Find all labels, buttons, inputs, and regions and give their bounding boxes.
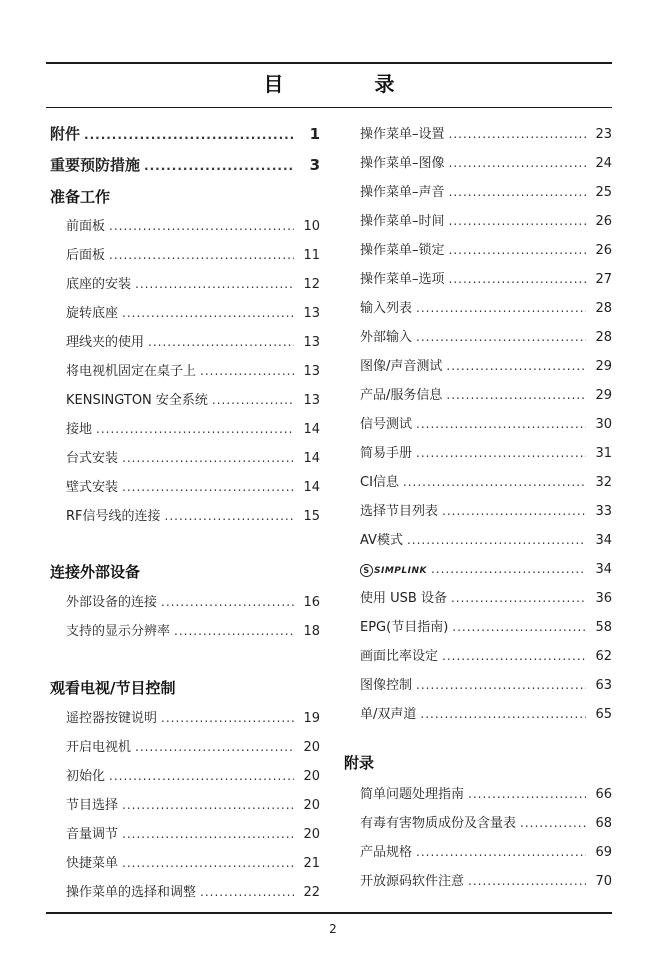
- leader-dots: [416, 842, 586, 862]
- leader-dots: [468, 784, 586, 804]
- toc-entry[interactable]: 操作菜单–设置 ..... 23: [360, 124, 612, 144]
- leader-dots: [416, 443, 586, 463]
- toc-entry[interactable]: 遥控器按键说明 ..... 19: [66, 708, 320, 728]
- leader-dots: [449, 240, 586, 260]
- leader-dots: [451, 588, 586, 608]
- toc-entry[interactable]: 操作菜单–声音 ..... 25: [360, 182, 612, 202]
- toc-entry[interactable]: 操作菜单–时间 ..... 26: [360, 211, 612, 231]
- leader-dots: [122, 795, 294, 815]
- toc-entry[interactable]: 后面板 ..... 11: [66, 245, 320, 265]
- toc-entry[interactable]: 音量调节 ..... 20: [66, 824, 320, 844]
- toc-entry[interactable]: 信号测试 ..... 30: [360, 414, 612, 434]
- page-title: 目 录: [263, 72, 437, 96]
- toc-entry[interactable]: 外部输入 ..... 28: [360, 327, 612, 347]
- toc-entry[interactable]: 图像/声音测试 ..... 29: [360, 356, 612, 376]
- leader-dots: [449, 211, 586, 231]
- leader-dots: [452, 617, 586, 637]
- leader-dots: [165, 506, 294, 526]
- leader-dots: [161, 708, 294, 728]
- toc-entry[interactable]: 产品/服务信息 ..... 29: [360, 385, 612, 405]
- leader-dots: [449, 269, 586, 289]
- leader-dots: [431, 559, 586, 579]
- leader-dots: [109, 245, 294, 265]
- leader-dots: [148, 332, 294, 352]
- section-heading-appendix: 附录: [344, 754, 375, 772]
- toc-entry[interactable]: 接地 ..... 14: [66, 419, 320, 439]
- leader-dots: [161, 592, 294, 612]
- toc-entry[interactable]: 有毒有害物质成份及含量表 ..... 68: [360, 813, 612, 833]
- leader-dots: [442, 501, 586, 521]
- toc-entry[interactable]: 画面比率设定 ..... 62: [360, 646, 612, 666]
- leader-dots: [403, 472, 586, 492]
- page-number: 2: [329, 922, 337, 936]
- toc-entry[interactable]: 壁式安装 ..... 14: [66, 477, 320, 497]
- leader-dots: [416, 327, 586, 347]
- leader-dots: [109, 216, 294, 236]
- top-rule: [46, 62, 612, 64]
- leader-dots: [416, 414, 586, 434]
- leader-dots: [442, 646, 586, 666]
- toc-entry[interactable]: 简单问题处理指南 ..... 66: [360, 784, 612, 804]
- leader-dots: [109, 766, 294, 786]
- leader-dots: [135, 737, 294, 757]
- leader-dots: [212, 390, 294, 410]
- toc-entry[interactable]: EPG(节目指南) ..... 58: [360, 617, 612, 637]
- leader-dots: [84, 125, 294, 145]
- leader-dots: [122, 303, 294, 323]
- toc-entry-safety[interactable]: 重要预防措施 ..... 3: [50, 155, 320, 175]
- toc-entry[interactable]: CI信息 ..... 32: [360, 472, 612, 492]
- leader-dots: [420, 704, 586, 724]
- toc-entry[interactable]: 操作菜单的选择和调整 ..... 22: [66, 882, 320, 902]
- toc-entry[interactable]: 选择节目列表 ..... 33: [360, 501, 612, 521]
- toc-entry[interactable]: 底座的安装 ..... 12: [66, 274, 320, 294]
- toc-entry[interactable]: 产品规格 ..... 69: [360, 842, 612, 862]
- toc-entry[interactable]: 开放源码软件注意 ..... 70: [360, 871, 612, 891]
- toc-entry[interactable]: 支持的显示分辨率 ..... 18: [66, 621, 320, 641]
- toc-entry-simplink[interactable]: S SIMPLINK ..... 34: [360, 559, 612, 579]
- leader-dots: [407, 530, 586, 550]
- toc-entry[interactable]: 外部设备的连接 ..... 16: [66, 592, 320, 612]
- toc-entry[interactable]: 将电视机固定在桌子上 ..... 13: [66, 361, 320, 381]
- section-heading-preparation: 准备工作: [50, 188, 111, 206]
- toc-entry[interactable]: 开启电视机 ..... 20: [66, 737, 320, 757]
- toc-entry[interactable]: 输入列表 ..... 28: [360, 298, 612, 318]
- leader-dots: [520, 813, 586, 833]
- leader-dots: [468, 871, 586, 891]
- toc-entry[interactable]: 快捷菜单 ..... 21: [66, 853, 320, 873]
- leader-dots: [449, 124, 586, 144]
- toc-entry[interactable]: 旋转底座 ..... 13: [66, 303, 320, 323]
- toc-entry[interactable]: RF信号线的连接 ..... 15: [66, 506, 320, 526]
- toc-entry[interactable]: KENSINGTON 安全系统 ..... 13: [66, 390, 320, 410]
- toc-entry[interactable]: 使用 USB 设备 ..... 36: [360, 588, 612, 608]
- toc-entry[interactable]: 操作菜单–锁定 ..... 26: [360, 240, 612, 260]
- leader-dots: [449, 153, 586, 173]
- toc-entry[interactable]: AV模式 ..... 34: [360, 530, 612, 550]
- leader-dots: [416, 675, 586, 695]
- toc-entry[interactable]: 理线夹的使用 ..... 13: [66, 332, 320, 352]
- toc-entry[interactable]: 节目选择 ..... 20: [66, 795, 320, 815]
- toc-entry[interactable]: 简易手册 ..... 31: [360, 443, 612, 463]
- bottom-rule: [46, 912, 612, 914]
- toc-entry-accessories[interactable]: 附件 ..... 1: [50, 124, 320, 144]
- leader-dots: [122, 477, 294, 497]
- leader-dots: [449, 182, 586, 202]
- leader-dots: [200, 882, 294, 902]
- leader-dots: [416, 298, 586, 318]
- leader-dots: [144, 156, 294, 176]
- section-heading-watching-tv: 观看电视/节目控制: [50, 679, 176, 697]
- toc-entry[interactable]: 初始化 ..... 20: [66, 766, 320, 786]
- leader-dots: [122, 853, 294, 873]
- leader-dots: [446, 385, 586, 405]
- toc-entry[interactable]: 台式安装 ..... 14: [66, 448, 320, 468]
- toc-entry[interactable]: 操作菜单–选项 ..... 27: [360, 269, 612, 289]
- leader-dots: [446, 356, 586, 376]
- leader-dots: [174, 621, 294, 641]
- leader-dots: [122, 824, 294, 844]
- simplink-logo-icon: S: [360, 564, 373, 577]
- toc-entry[interactable]: 图像控制 ..... 63: [360, 675, 612, 695]
- title-rule: [46, 107, 612, 108]
- leader-dots: [122, 448, 294, 468]
- leader-dots: [200, 361, 294, 381]
- section-heading-external-devices: 连接外部设备: [50, 563, 141, 581]
- leader-dots: [135, 274, 294, 294]
- simplink-logo: S SIMPLINK: [360, 561, 431, 581]
- toc-entry[interactable]: 操作菜单–图像 ..... 24: [360, 153, 612, 173]
- leader-dots: [96, 419, 294, 439]
- toc-entry[interactable]: 前面板 ..... 10: [66, 216, 320, 236]
- toc-entry[interactable]: 单/双声道 ..... 65: [360, 704, 612, 724]
